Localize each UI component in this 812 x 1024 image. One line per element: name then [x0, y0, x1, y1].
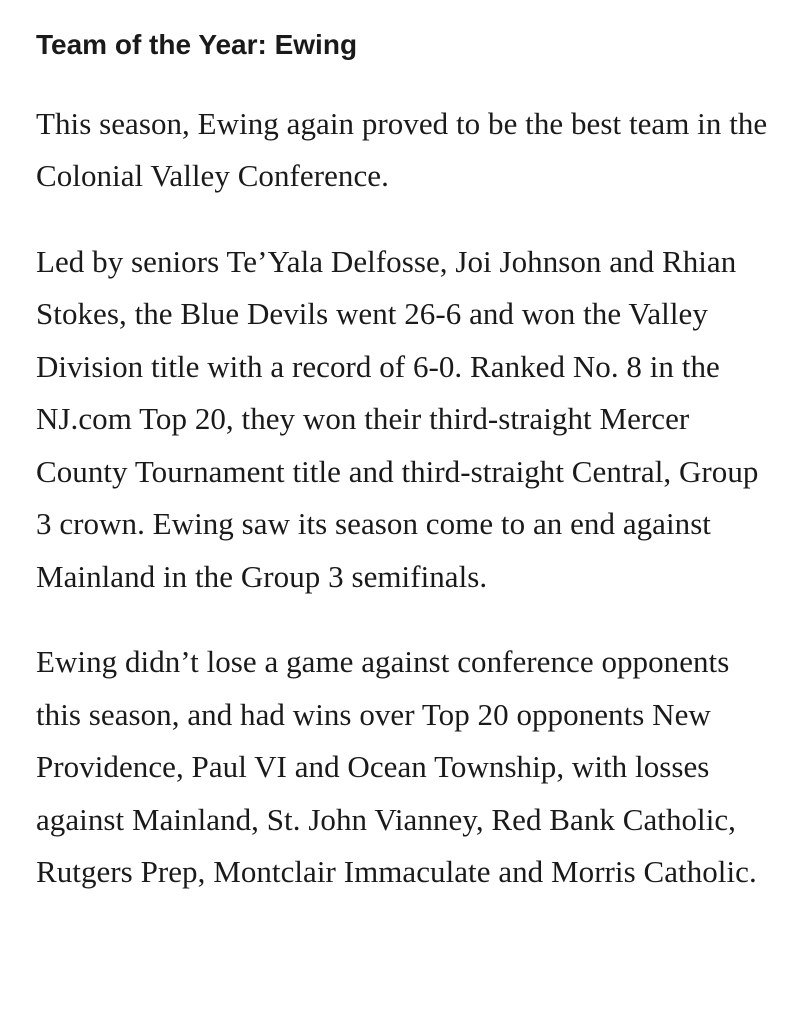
article	[36, 28, 776, 932]
article-heading: Team of the Year: Ewing	[36, 29, 358, 60]
article-paragraph-2: Led by seniors Te’Yala Delfosse, Joi Johnson and Rhian Stokes, the Blue Devils went 26-6 and won the Valley Division title with a record of 6-0. Ranked No. 8 in the NJ.com Top 20, they won their third-straight Mercer County Tournament title and third-straight Central, Group 3 crown. Ewing saw its season come to an end against Mainland in the Group 3 semifinals.	[36, 243, 759, 594]
article-paragraph-1: This season, Ewing again proved to be the best team in the Colonial Valley Conference.	[36, 105, 768, 194]
article-paragraph-3: Ewing didn’t lose a game against conference opponents this season, and had wins over Top 20 opponents New Providence, Paul VI and Ocean Township, with losses against Mainland, St. John Vianney, Red Bank Catholic, Rutgers Prep, Montclair Immaculate and Morris Catholic.	[36, 644, 757, 890]
